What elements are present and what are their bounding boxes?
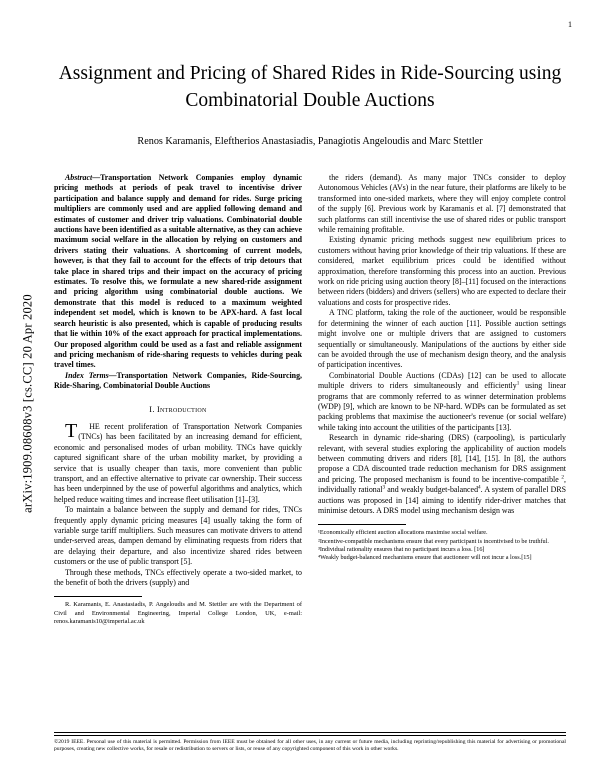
abstract-text: Transportation Network Companies employ dynamic pricing methods at periods of peak travel to incentivise driver participation and balance supply and demand for rides. Surge pricing multipliers are commonly used and are applied following demand and estimates of customer and driver trip valuations. Combinatorial double auctions have been identified as a suitable alternative, as they can achieve maximum social welfare in the allocation by relying on customers and drivers stating their valuations. A shortcoming of current models, however, is that they fail to account for the effects of trip detours that take place in shared trips and their impact on the accuracy of pricing estimates. To resolve this, we formulate a new shared-ride assignment and pricing algorithm using combinatorial double auctions. We demonstrate that this model is reduced to a maximum weighted independent set model, which is known to be APX-hard. A fast local search heuristic is also presented, which is capable of producing results that lie within 10% of the exact approach for practical implementations. Our proposed algorithm could be used as a fast and reliable assignment and pricing mechanism of ride-sharing requests to vehicles during peak travel times.	[54, 173, 302, 370]
footnote-separator	[54, 596, 142, 597]
body-paragraph-3: A TNC platform, taking the role of the auctioneer, would be responsible for determining the winner of each auction [11]. Possible auction settings might involve one or multiple drivers that are assigned to customers sequentially or simultaneously. Manipulations of the auctions by either side can be avoided through the use of mechanism design theory, and the analysis of participation incentives.	[318, 308, 566, 370]
intro-paragraph-3: Through these methods, TNCs effectively operate a two-sided market, to the benefit of both the drivers (supply) and	[54, 567, 302, 588]
abstract-label: Abstract	[65, 173, 93, 182]
body-paragraph-5: Research in dynamic ride-sharing (DRS) (carpooling), is particularly relevant, with several studies exploring the applicability of auction models between commuting drivers and riders [8], [14], [15]. In [8], the authors propose a CDA discounted trade reduction mechanism for DRS assignment and pricing. The proposed mechanism is found to be incentive-compatible $^2$, individually rational$^3$ and weakly budget-balanced$^4$. A system of parallel DRS auctions was proposed in [14] aiming to identify rider-driver matches that minimise detours. A DRS model using mechanism design was	[318, 433, 566, 515]
body-paragraph-4: Combinatorial Double Auctions (CDAs) [12] can be used to allocate multiple drivers to riders simultaneously and efficiently$^1$ using linear programs that are commonly referred to as winner determination problems (WDP) [9], which are known to be NP-hard. WDPs can be formulated as set packing problems that maximise the auctioneer's revenue (or social welfare) while taking into account the utilities of the participants [13].	[318, 370, 566, 432]
section-heading-introduction: I. Introduction	[149, 404, 207, 414]
paper-content	[54, 46, 566, 627]
body-paragraph-2: Existing dynamic pricing methods suggest new equilibrium prices to customers without having prior knowledge of their trip valuations. If these are considered, market equilibrium prices could be identified without approximation, therefore transforming this process into an auction. Previous work on ride pricing using auction theory [8]–[11] focused on the interactions between riders (bidders) and drivers (sellers) who are expected to declare their valuations and costs for prospective rides.	[318, 235, 566, 307]
copyright-divider	[54, 732, 566, 733]
author-affiliation-footnote: R. Karamanis, E. Anastasiadis, P. Angeloudis and M. Stettler are with the Department of Civil and Environmental Engineering, Imperial College London, UK, e-mail: renos.karamanis10@imperial.ac.uk	[54, 601, 302, 626]
intro-paragraph-1-text: HE recent proliferation of Transportation Network Companies (TNCs) has been facilitated by an increasing demand for efficient, economic and personalised modes of urban mobility. TNCs have quickly captured significant share of the urban mobility market, by providing a service that is usually cheaper than taxis, more convenient than public transport, and an effective alternative to private car ownership. Their success has been underpinned by the use of powerful algorithms and analytics, which helped reduce waiting times and increase fleet utilisation [1]–[3].	[54, 421, 302, 504]
index-terms-label: Index Terms	[65, 370, 109, 380]
abstract-paragraph: Abstract—Transportation Network Companies employ dynamic pricing methods at periods of peak travel to incentivise driver participation and balance supply and demand for rides. Surge pricing multipliers are commonly used and are applied following demand and estimates of customer and driver trip valuations. Combinatorial double auctions have been identified as a suitable alternative, as they can achieve maximum social welfare in the allocation by relying on customers and drivers stating their valuations. A shortcoming of current models, however, is that they fail to account for the effects of trip detours that take place in shared trips and their impact on the accuracy of pricing estimates. To resolve this, we formulate a new shared-ride assignment and pricing algorithm using combinatorial double auctions. We demonstrate that this model is reduced to a maximum weighted independent set model, which is known to be APX-hard. A fast local search heuristic is also presented, which is capable of producing results that lie within 10% of the exact approach for practical implementations. Our proposed algorithm could be used as a fast and reliable assignment and pricing mechanism of ride-sharing requests to vehicles during peak travel times.	[54, 173, 302, 370]
arxiv-identifier-stamp: arXiv:1909.08608v3 [cs.CC] 20 Apr 2020	[20, 294, 35, 513]
footnote-list	[318, 529, 566, 562]
intro-paragraph-1	[54, 419, 302, 505]
intro-paragraph-2: To maintain a balance between the supply and demand for rides, TNCs frequently apply dynamic pricing measures [4] usually taking the form of variable surge tariff multipliers. Such measures can motivate drivers to attend under-served areas, dampen demand by eliminating requests from riders that are delaying their departure, and also incentivize shared rides between customers or the use of public transport [5].	[54, 505, 302, 567]
page-title: Assignment and Pricing of Shared Rides in Ride-Sourcing using Combinatorial Double Auctions	[58, 63, 562, 111]
footnote-1: ¹Economically efficient auction allocations maximise social welfare.	[318, 529, 488, 537]
page-number: 1	[568, 20, 572, 29]
footnote-2: ²Incentive-compatible mechanisms ensure that every participant is incentivised to be truthful.	[318, 537, 549, 545]
drop-cap: T	[65, 419, 78, 442]
body-paragraph-1: the riders (demand). As many major TNCs consider to deploy Autonomous Vehicles (AVs) in the near future, their platforms are likely to be transformed into one-sided markets, where they will enjoy complete control of the supply [6]. Previous work by Karamanis et al. [7] demonstrated that such platforms can still incentivise the use of shared rides or public transport while remaining profitable.	[318, 173, 566, 235]
footnote-4: ⁴Weakly budget-balanced mechanisms ensure that auctioneer will not incur a loss.[15]	[318, 554, 532, 562]
author-list: Renos Karamanis, Eleftherios Anastasiadis, Panagiotis Angeloudis and Marc Stettler	[137, 136, 483, 147]
index-terms-paragraph: Index Terms—Transportation Network Companies, Ride-Sourcing, Ride-Sharing, Combinatorial Double Auctions	[54, 370, 302, 391]
right-column	[318, 173, 566, 627]
two-column-body	[54, 173, 566, 627]
footnote-3: ³Individual rationality ensures that no participant incurs a loss. [16]	[318, 545, 485, 553]
footnote-separator-right	[318, 524, 406, 525]
index-terms-text: Transportation Network Companies, Ride-Sourcing, Ride-Sharing, Combinatorial Double Auctions	[54, 370, 302, 391]
copyright-notice: ©2019 IEEE. Personal use of this material is permitted. Permission from IEEE must be obtained for all other uses, in any current or future media, including reprinting/republishing this material for advertising or promotional purposes, creating new collective works, for resale or redistribution to servers or lists, or reuse of any copyrighted component of this work in other works.	[54, 735, 566, 753]
left-column	[54, 173, 302, 627]
